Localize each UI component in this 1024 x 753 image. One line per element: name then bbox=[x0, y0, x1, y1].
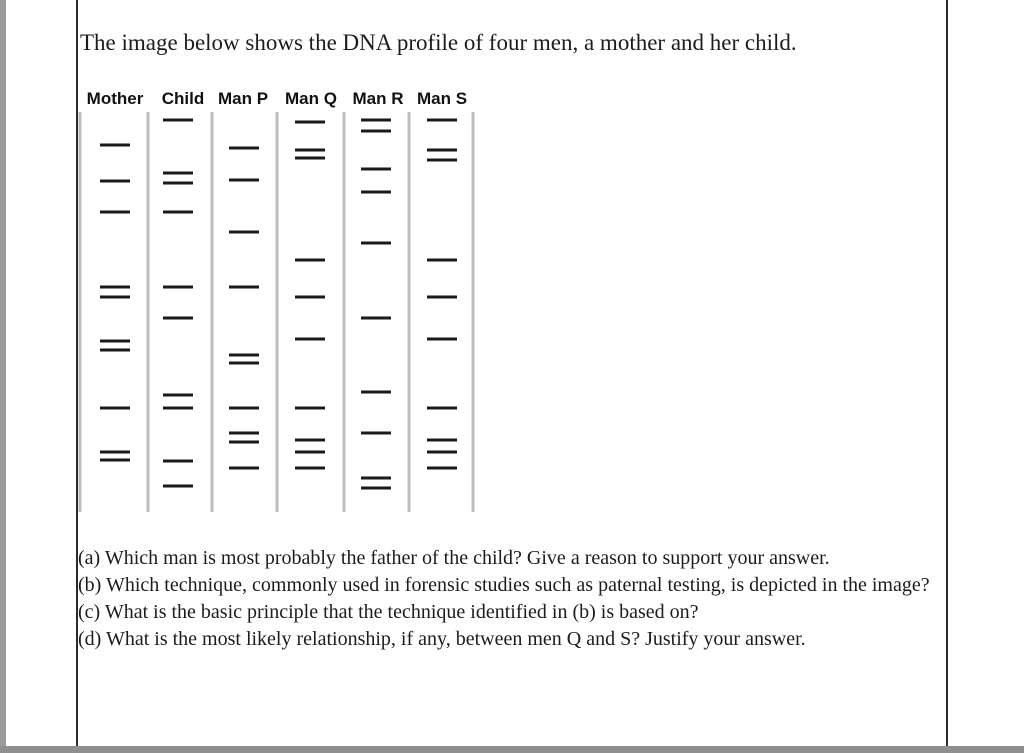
dna-band-man-r bbox=[361, 130, 391, 133]
dna-band-man-s bbox=[427, 338, 457, 341]
lane-label-child: Child bbox=[161, 89, 205, 108]
dna-band-man-q bbox=[295, 121, 325, 124]
dna-band-man-p bbox=[229, 286, 259, 289]
dna-band-man-q bbox=[295, 407, 325, 410]
dna-band-man-s bbox=[427, 451, 457, 454]
dna-band-man-s bbox=[427, 259, 457, 262]
dna-band-mother bbox=[100, 211, 130, 214]
dna-band-man-p bbox=[229, 362, 259, 365]
dna-band-child bbox=[163, 286, 193, 289]
lane-label-man-q: Man Q bbox=[285, 89, 337, 108]
dna-band-mother bbox=[100, 451, 130, 454]
question-c: (c) What is the basic principle that the technique identified in (b) is based on? bbox=[78, 601, 699, 623]
dna-band-child bbox=[163, 460, 193, 463]
dna-band-child bbox=[163, 394, 193, 397]
dna-band-man-r bbox=[361, 242, 391, 245]
dna-band-man-r bbox=[361, 487, 391, 490]
dna-band-child bbox=[163, 407, 193, 410]
dna-band-child bbox=[163, 119, 193, 122]
dna-band-mother bbox=[100, 407, 130, 410]
lane-label-man-r: Man R bbox=[352, 89, 404, 108]
dna-band-man-p bbox=[229, 441, 259, 444]
dna-band-child bbox=[163, 317, 193, 320]
dna-band-mother bbox=[100, 459, 130, 462]
dna-band-man-s bbox=[427, 439, 457, 442]
dna-band-man-s bbox=[427, 407, 457, 410]
intro-text: The image below shows the DNA profile of four men, a mother and her child. bbox=[80, 30, 797, 55]
dna-band-man-q bbox=[295, 451, 325, 454]
dna-band-mother bbox=[100, 340, 130, 343]
dna-band-child bbox=[163, 485, 193, 488]
dna-band-man-q bbox=[295, 259, 325, 262]
dna-band-man-r bbox=[361, 432, 391, 435]
dna-band-child bbox=[163, 211, 193, 214]
dna-band-man-p bbox=[229, 467, 259, 470]
dna-band-man-p bbox=[229, 354, 259, 357]
dna-band-man-s bbox=[427, 119, 457, 122]
lane-labels bbox=[87, 89, 467, 108]
dna-band-man-q bbox=[295, 467, 325, 470]
question-d: (d) What is the most likely relationship, if any, between men Q and S? Justify your answer. bbox=[78, 628, 806, 650]
dna-band-mother bbox=[100, 349, 130, 352]
lane-label-man-p: Man P bbox=[217, 89, 269, 108]
dna-band-man-s bbox=[427, 149, 457, 152]
dna-band-man-q bbox=[295, 149, 325, 152]
dna-band-mother bbox=[100, 286, 130, 289]
question-b: (b) Which technique, commonly used in forensic studies such as paternal testing, is depicted in the image? bbox=[78, 574, 930, 596]
dna-band-man-q bbox=[295, 296, 325, 299]
lane-label-mother: Mother bbox=[86, 89, 144, 108]
dna-band-man-q bbox=[295, 439, 325, 442]
questions-list bbox=[78, 546, 940, 654]
dna-band-mother bbox=[100, 296, 130, 299]
dna-band-man-s bbox=[427, 296, 457, 299]
dna-band-man-r bbox=[361, 191, 391, 194]
dna-band-man-q bbox=[295, 157, 325, 160]
dna-band-man-p bbox=[229, 407, 259, 410]
dna-band-man-p bbox=[229, 179, 259, 182]
lane-dividers bbox=[80, 112, 473, 512]
dna-band-man-s bbox=[427, 467, 457, 470]
lane-label-man-s: Man S bbox=[416, 89, 468, 108]
dna-band-man-r bbox=[361, 477, 391, 480]
dna-band-man-s bbox=[427, 159, 457, 162]
dna-band-man-p bbox=[229, 432, 259, 435]
dna-band-child bbox=[163, 172, 193, 175]
dna-band-mother bbox=[100, 144, 130, 147]
dna-band-man-r bbox=[361, 168, 391, 171]
dna-band-man-r bbox=[361, 317, 391, 320]
dna-band-mother bbox=[100, 180, 130, 183]
dna-band-man-q bbox=[295, 338, 325, 341]
dna-band-child bbox=[163, 182, 193, 185]
dna-band-man-r bbox=[361, 119, 391, 122]
dna-band-man-r bbox=[361, 391, 391, 394]
dna-band-man-p bbox=[229, 231, 259, 234]
question-a: (a) Which man is most probably the father of the child? Give a reason to support your answer. bbox=[78, 547, 830, 569]
dna-band-man-p bbox=[229, 147, 259, 150]
